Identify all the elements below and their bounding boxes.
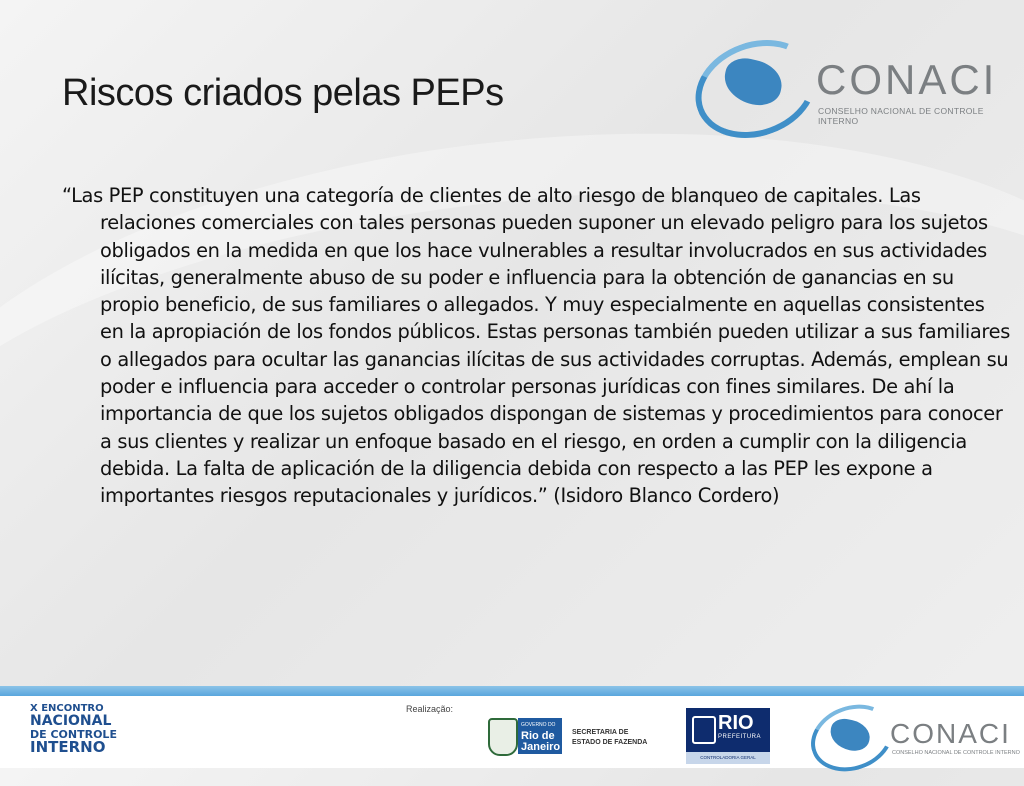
footer-divider — [0, 686, 1024, 696]
gov-rj-logo — [488, 718, 562, 754]
sefaz-label — [572, 728, 662, 748]
encontro-line-3: DE CONTROLE — [30, 728, 117, 741]
conaci-brand: CONACI — [816, 56, 998, 103]
gov-line-1: GOVERNO DO — [521, 722, 556, 728]
encontro-logo — [30, 702, 122, 754]
rio-emblem-icon — [692, 716, 716, 744]
quote-text: “Las PEP constituyen una categoría de clientes de alto riesgo de blanqueo de capitales. Las relaciones comerciales con tales personas pueden suponer un elevado peligro para los sujetos obligados en la medida en que los hace vulnerables a resultar involucrados en sus actividades ilícitas, generalmente abuso de su poder e influencia para la obtención de ganancias en su propio beneficio, de sus familiares o allegados. Y muy especialmente en aquellas consistentes en la apropiación de los fondos públicos. Estas personas también pueden utilizar a sus familiares o allegados para ocultar las ganancias ilícitas de sus actividades corruptas. Además, emplean su poder e influencia para acceder o controlar personas jurídicas con fines similares. De ahí la importancia de que los sujetos obligados dispongan de sistemas y procedimientos para conocer a sus clientes y realizar un enfoque basado en el riesgo, en orden a cumplir con la diligencia debida. La falta de aplicación de la diligencia debida con respecto a las PEP les expone a importantes riesgos reputacionales y jurídicos.” (Isidoro Blanco Cordero) — [62, 184, 1010, 508]
sefaz-line-2: ESTADO DE FAZENDA — [572, 739, 648, 746]
rio-prefeitura-logo — [686, 708, 770, 764]
gov-line-3: Janeiro — [521, 741, 561, 753]
gov-rj-box — [518, 718, 562, 754]
state-crest-icon — [488, 718, 518, 756]
conaci-tagline: CONSELHO NACIONAL DE CONTROLE INTERNO — [818, 106, 984, 126]
rio-strip: CONTROLADORIA GERAL — [686, 752, 770, 764]
slide-title: Riscos criados pelas PEPs — [62, 72, 504, 114]
gov-line-2: Rio de — [521, 730, 555, 742]
rio-word: RIO — [718, 712, 754, 734]
conaci-brand-footer: CONACI — [890, 718, 1011, 749]
conaci-logo-footer — [810, 704, 1020, 764]
rio-sub: PREFEITURA — [718, 734, 762, 740]
encontro-line-2: NACIONAL — [30, 713, 112, 729]
sefaz-line-1: SECRETARIA DE — [572, 729, 629, 736]
encontro-line-4: INTERNO — [30, 738, 106, 756]
realizacao-label: Realização: — [406, 704, 454, 714]
footer — [0, 696, 1024, 768]
conaci-logo — [694, 36, 1004, 128]
encontro-line-1: X ENCONTRO — [30, 703, 104, 714]
conaci-tagline-footer: CONSELHO NACIONAL DE CONTROLE INTERNO — [892, 750, 1020, 756]
